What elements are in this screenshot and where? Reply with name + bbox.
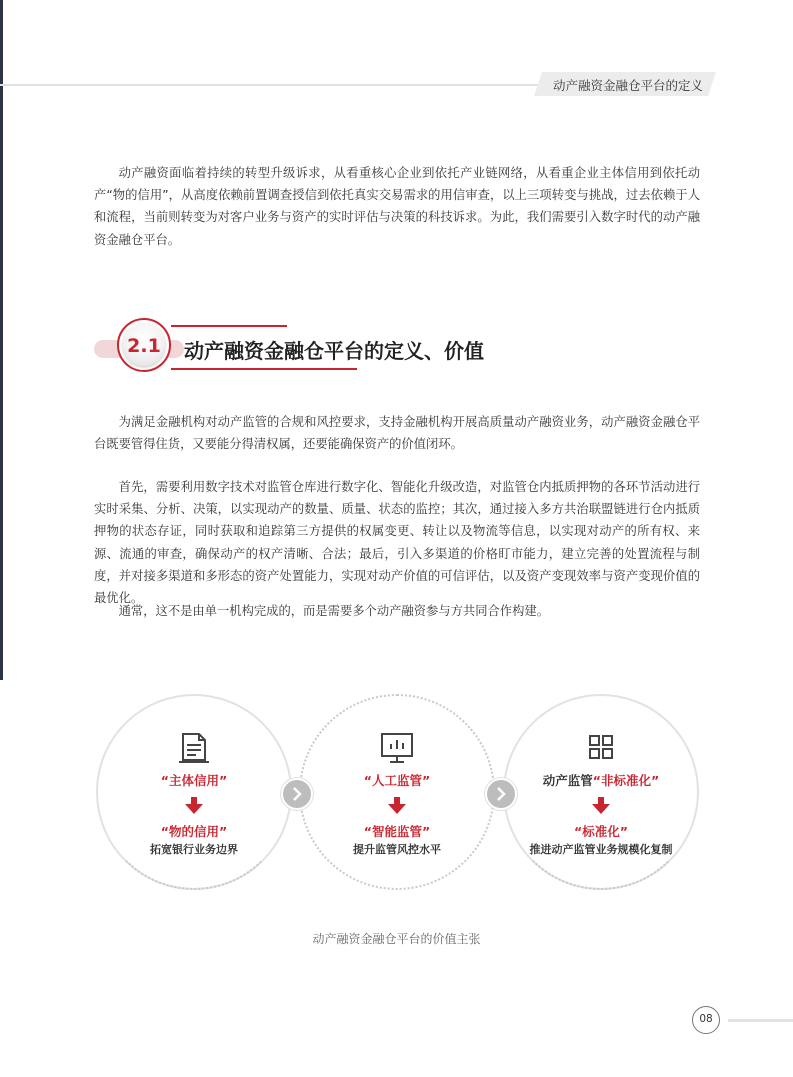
diagram-ring-left-dots xyxy=(97,696,291,890)
node-3-before: 动产监管“非标准化” xyxy=(542,773,660,788)
running-title: 动产融资金融仓平台的定义 xyxy=(552,78,703,93)
diagram-ring-right-dots xyxy=(504,696,698,890)
section-rule-top xyxy=(171,325,287,327)
node-3-desc: 推进动产监管业务规模化复制 xyxy=(529,843,673,856)
chevron-right-icon xyxy=(485,778,517,810)
arrow-down-icon xyxy=(387,796,407,816)
arrow-down-icon xyxy=(184,796,204,816)
node-1-desc: 拓宽银行业务边界 xyxy=(150,843,238,856)
section-rule-bottom xyxy=(171,368,357,370)
section-title: 动产融资金融仓平台的定义、价值 xyxy=(184,339,484,363)
page-number: 08 xyxy=(692,1006,720,1034)
diagram-caption: 动产融资金融仓平台的价值主张 xyxy=(312,932,481,946)
body-paragraph: 通常，这不是由单一机构完成的，而是需要多个动产融资参与方共同合作构建。 xyxy=(118,604,549,618)
diagram-ring-middle xyxy=(299,694,495,890)
grid-icon xyxy=(581,728,621,768)
arrow-down-icon xyxy=(591,796,611,816)
body-paragraph: 为满足金融机构对动产监管的合规和风控要求，支持金融机构开展高质量动产融资业务，动产融资金融仓平台既要管得住货，又要能分得清权属，还要能确保资产的价值闭环。 xyxy=(94,415,700,452)
chevron-right-icon xyxy=(281,778,313,810)
node-2-before: “人工监管” xyxy=(363,773,431,788)
node-2-after: “智能监管” xyxy=(363,824,431,839)
footer-rule xyxy=(728,1019,793,1022)
node-1-before: “主体信用” xyxy=(160,773,228,788)
body-paragraph: 首先，需要利用数字技术对监管仓库进行数字化、智能化升级改造，对监管仓内抵质押物的各环节活动进行实时采集、分析、决策，以实现动产的数量、质量、状态的监控；其次，通过接入多方共治联盟链进行仓内抵质押物的状态存证，同时获取和追踪第三方提供的权属变更、转让以及物流等信息，以实现对动产的所有权、来源、流通的审查，确保动产的权产清晰、合法；最后，引入多渠道的价格盯市能力，建立完善的处置流程与制度，并对接多渠道和多形态的资产处置能力，实现对动产价值的可信评估，以及资产变现效率与资产变现价值的最优化。 xyxy=(94,480,700,606)
left-edge-rule xyxy=(0,0,3,680)
node-2-desc: 提升监管风控水平 xyxy=(353,843,441,856)
node-3-after: “标准化” xyxy=(574,824,628,839)
document-icon xyxy=(174,728,214,768)
monitor-chart-icon xyxy=(377,728,417,768)
intro-paragraph: 动产融资面临着持续的转型升级诉求，从看重核心企业到依托产业链网络，从看重企业主体信用到依托动产“物的信用”，从高度依赖前置调查授信到依托真实交易需求的用信审查，以上三项转变与挑战，过去依赖于人和流程，当前则转变为对客户业务与资产的实时评估与决策的科技诉求。为此，我们需要引入数字时代的动产融资金融仓平台。 xyxy=(94,166,700,247)
section-number: 2.1 xyxy=(127,335,161,357)
header-rule xyxy=(0,84,545,86)
node-1-after: “物的信用” xyxy=(160,824,228,839)
